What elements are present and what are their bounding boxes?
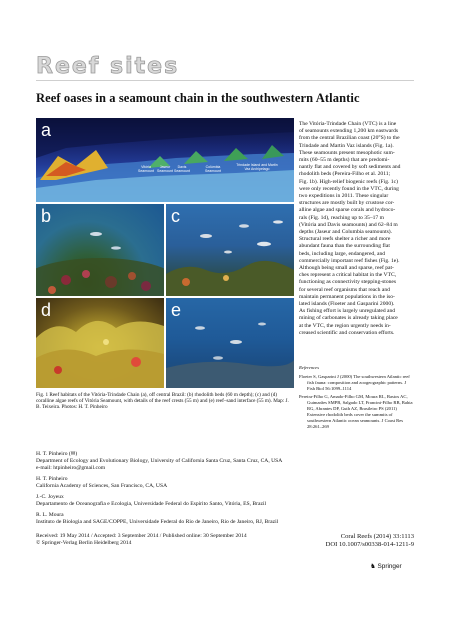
body-line: of seamounts extending 1,200 km eastwards: [299, 128, 399, 135]
seamount-label-trindade: Trindade Island and Martin Vaz Archipelago: [236, 163, 278, 171]
body-line: beds, including large, endangered, and: [299, 250, 386, 257]
journal-info: [286, 533, 414, 549]
affiliation-author: J.-C. Joyeux: [36, 494, 64, 500]
body-line: The Vitória-Trindade Chain (VTC) is a line: [299, 121, 397, 127]
body-line: commercially important reef fishes (Fig. 1e).: [299, 257, 400, 264]
reference-item: Floeter S, Gasparini J (2000) The southwestern Atlantic reef fish fauna: composition and zoogeographic patterns. J Fish Biol 56:1099–1114: [299, 374, 410, 391]
body-line: (Vitória and Davis seamounts) and 62–84 m: [299, 221, 398, 228]
panel-label-a: a: [41, 120, 52, 140]
body-line: Although being small and sparse, reef pat-: [299, 265, 394, 272]
body-line: maintain permanent populations in the iso-: [299, 293, 395, 300]
body-line: mining of carbonates is already taking place: [299, 315, 398, 322]
body-line: from the central Brazilian coast (20°S) to the: [299, 135, 400, 142]
reef-sand-photo: [166, 298, 294, 388]
body-line: two expeditions in 2011. These singular: [299, 193, 389, 200]
body-line: nantly flat and covered by soft sediments and: [299, 164, 401, 171]
body-line: As fishing effort is largely unregulated and: [299, 308, 396, 315]
rhodolith-photo: [36, 204, 164, 296]
body-line: rhodolith beds (Pereira-Filho et al. 2011;: [299, 171, 391, 178]
body-line: alline algae and sparse corals and hydroco-: [299, 207, 396, 214]
springer-horse-icon: ♞: [370, 563, 376, 570]
panel-d-reef-crest: [36, 298, 164, 388]
seamount-label-vitoria: Vitória Seamount: [138, 165, 154, 173]
doi: DOI 10.1007/s00338-014-1211-9: [325, 541, 414, 548]
panel-e-reef-sand-interface: [166, 298, 294, 388]
article-title: Reef oases in a seamount chain in the southwestern Atlantic: [36, 91, 360, 105]
affiliation-email: e-mail: htpinheiro@gmail.com: [36, 465, 106, 471]
body-line: functioning as connectivity stepping-stones: [299, 279, 397, 286]
panel-label-d: d: [41, 300, 52, 320]
affiliation-author: R. L. Moura: [36, 512, 64, 518]
affiliation-institution: Department of Ecology and Evolutionary Biology, University of California Santa Cruz, Santa Cruz, CA, USA: [36, 458, 283, 464]
body-line: Fig. 1b). High-relief biogenic reefs (Fig. 1c): [299, 178, 398, 185]
body-line: ches represent a critical habitat in the VTC,: [299, 272, 397, 279]
affiliation-institution: Instituto de Biologia and SAGE/COPPE, Universidade Federal do Rio de Janeiro, Rio de Janeiro, RJ, Brazil: [36, 519, 279, 525]
coralline-reef-photo: [166, 204, 294, 296]
body-line: creased scientific and conservation efforts.: [299, 329, 395, 336]
affiliation-author: H. T. Pinheiro (✉): [36, 451, 78, 457]
body-line: structures are mostly built by crustose cor-: [299, 200, 395, 207]
panel-a-seamount-map: [36, 118, 294, 202]
copyright: © Springer-Verlag Berlin Heidelberg 2014: [36, 540, 132, 546]
references-heading: References: [299, 365, 319, 370]
body-text: [299, 121, 414, 337]
seamount-label-columbia: Colúmbia Seamount: [205, 165, 221, 173]
panel-c-coralline-reef: [166, 204, 294, 296]
publisher-logo: [370, 562, 402, 570]
body-line: Structural reefs shelter a richer and more: [299, 236, 391, 243]
figure-caption: Fig. 1 Reef habitats of the Vitória-Trindade Chain (a), off central Brazil: (b) rhodolith beds (60 m depth); (c) and (d) coralline algae reefs of Vitória Seamount, with details of the reef crests (55 m) and (e) reef–sand interface (55 m). Map: J. B. Teixeira. Photos: H. T. Pinheiro: [36, 392, 289, 411]
journal-citation: Coral Reefs (2014) 33:1113: [340, 533, 414, 540]
body-line: lated islands (Floeter and Gasparini 2000).: [299, 301, 395, 308]
affiliations: [36, 451, 414, 526]
publication-dates: [36, 533, 247, 547]
figure-1: [36, 118, 294, 388]
body-line: abundant fauna than the surrounding flat: [299, 243, 390, 250]
section-divider: [36, 80, 414, 81]
body-line: rals (Fig. 1d), reaching up to 35–17 m: [299, 214, 384, 221]
seamount-label-jaseur: Jaseur Seamount: [157, 165, 173, 173]
body-line: at the VTC, the region urgently needs in-: [299, 322, 391, 329]
panel-label-e: e: [171, 300, 182, 320]
affiliation-author: H. T. Pinheiro: [36, 476, 68, 482]
reef-crest-photo: [36, 298, 164, 388]
references: [299, 365, 414, 430]
received-dates: Received: 19 May 2014 / Accepted: 3 September 2014 / Published online: 30 September 2014: [36, 533, 247, 539]
body-line: Trindade and Martin Vaz islands (Fig. 1a).: [299, 142, 394, 149]
section-tag: Reef sites: [36, 54, 180, 79]
affiliation-institution: California Academy of Sciences, San Francisco, CA, USA: [36, 483, 168, 489]
publisher-name: Springer: [377, 563, 402, 570]
reference-item: Pereira-Filho G, Amado-Filho GM, Moura RL, Bastos AC, Guimarães SMPB, Salgado LT, Francini-Filho RB, Bahia RG, Abrantes DP, Guth AZ, Brasileiro PS (2011) Extensive rhodolith beds cover the summits of southwestern Atlantic ocean seamounts. J Coast Res 28:261–269: [299, 394, 413, 429]
seamount-relief: [36, 118, 294, 202]
body-line: were only recently found in the VTC, during: [299, 185, 399, 192]
panel-b-rhodolith-beds: [36, 204, 164, 296]
seamount-label-davis: Davis Seamount: [174, 165, 190, 173]
panel-label-b: b: [41, 206, 52, 226]
affiliation-institution: Departamento de Oceanografia e Ecologia, Universidade Federal do Espírito Santo, Vitória, ES, Brazil: [36, 501, 267, 507]
body-line: These seamounts present mesophotic sum-: [299, 149, 395, 156]
body-line: for several reef organisms that reach and: [299, 286, 390, 293]
body-line: depths (Jaseur and Columbia seamounts).: [299, 229, 393, 236]
body-line: mits (60–55 m depths) that are predomi-: [299, 157, 390, 164]
panel-label-c: c: [171, 206, 180, 226]
